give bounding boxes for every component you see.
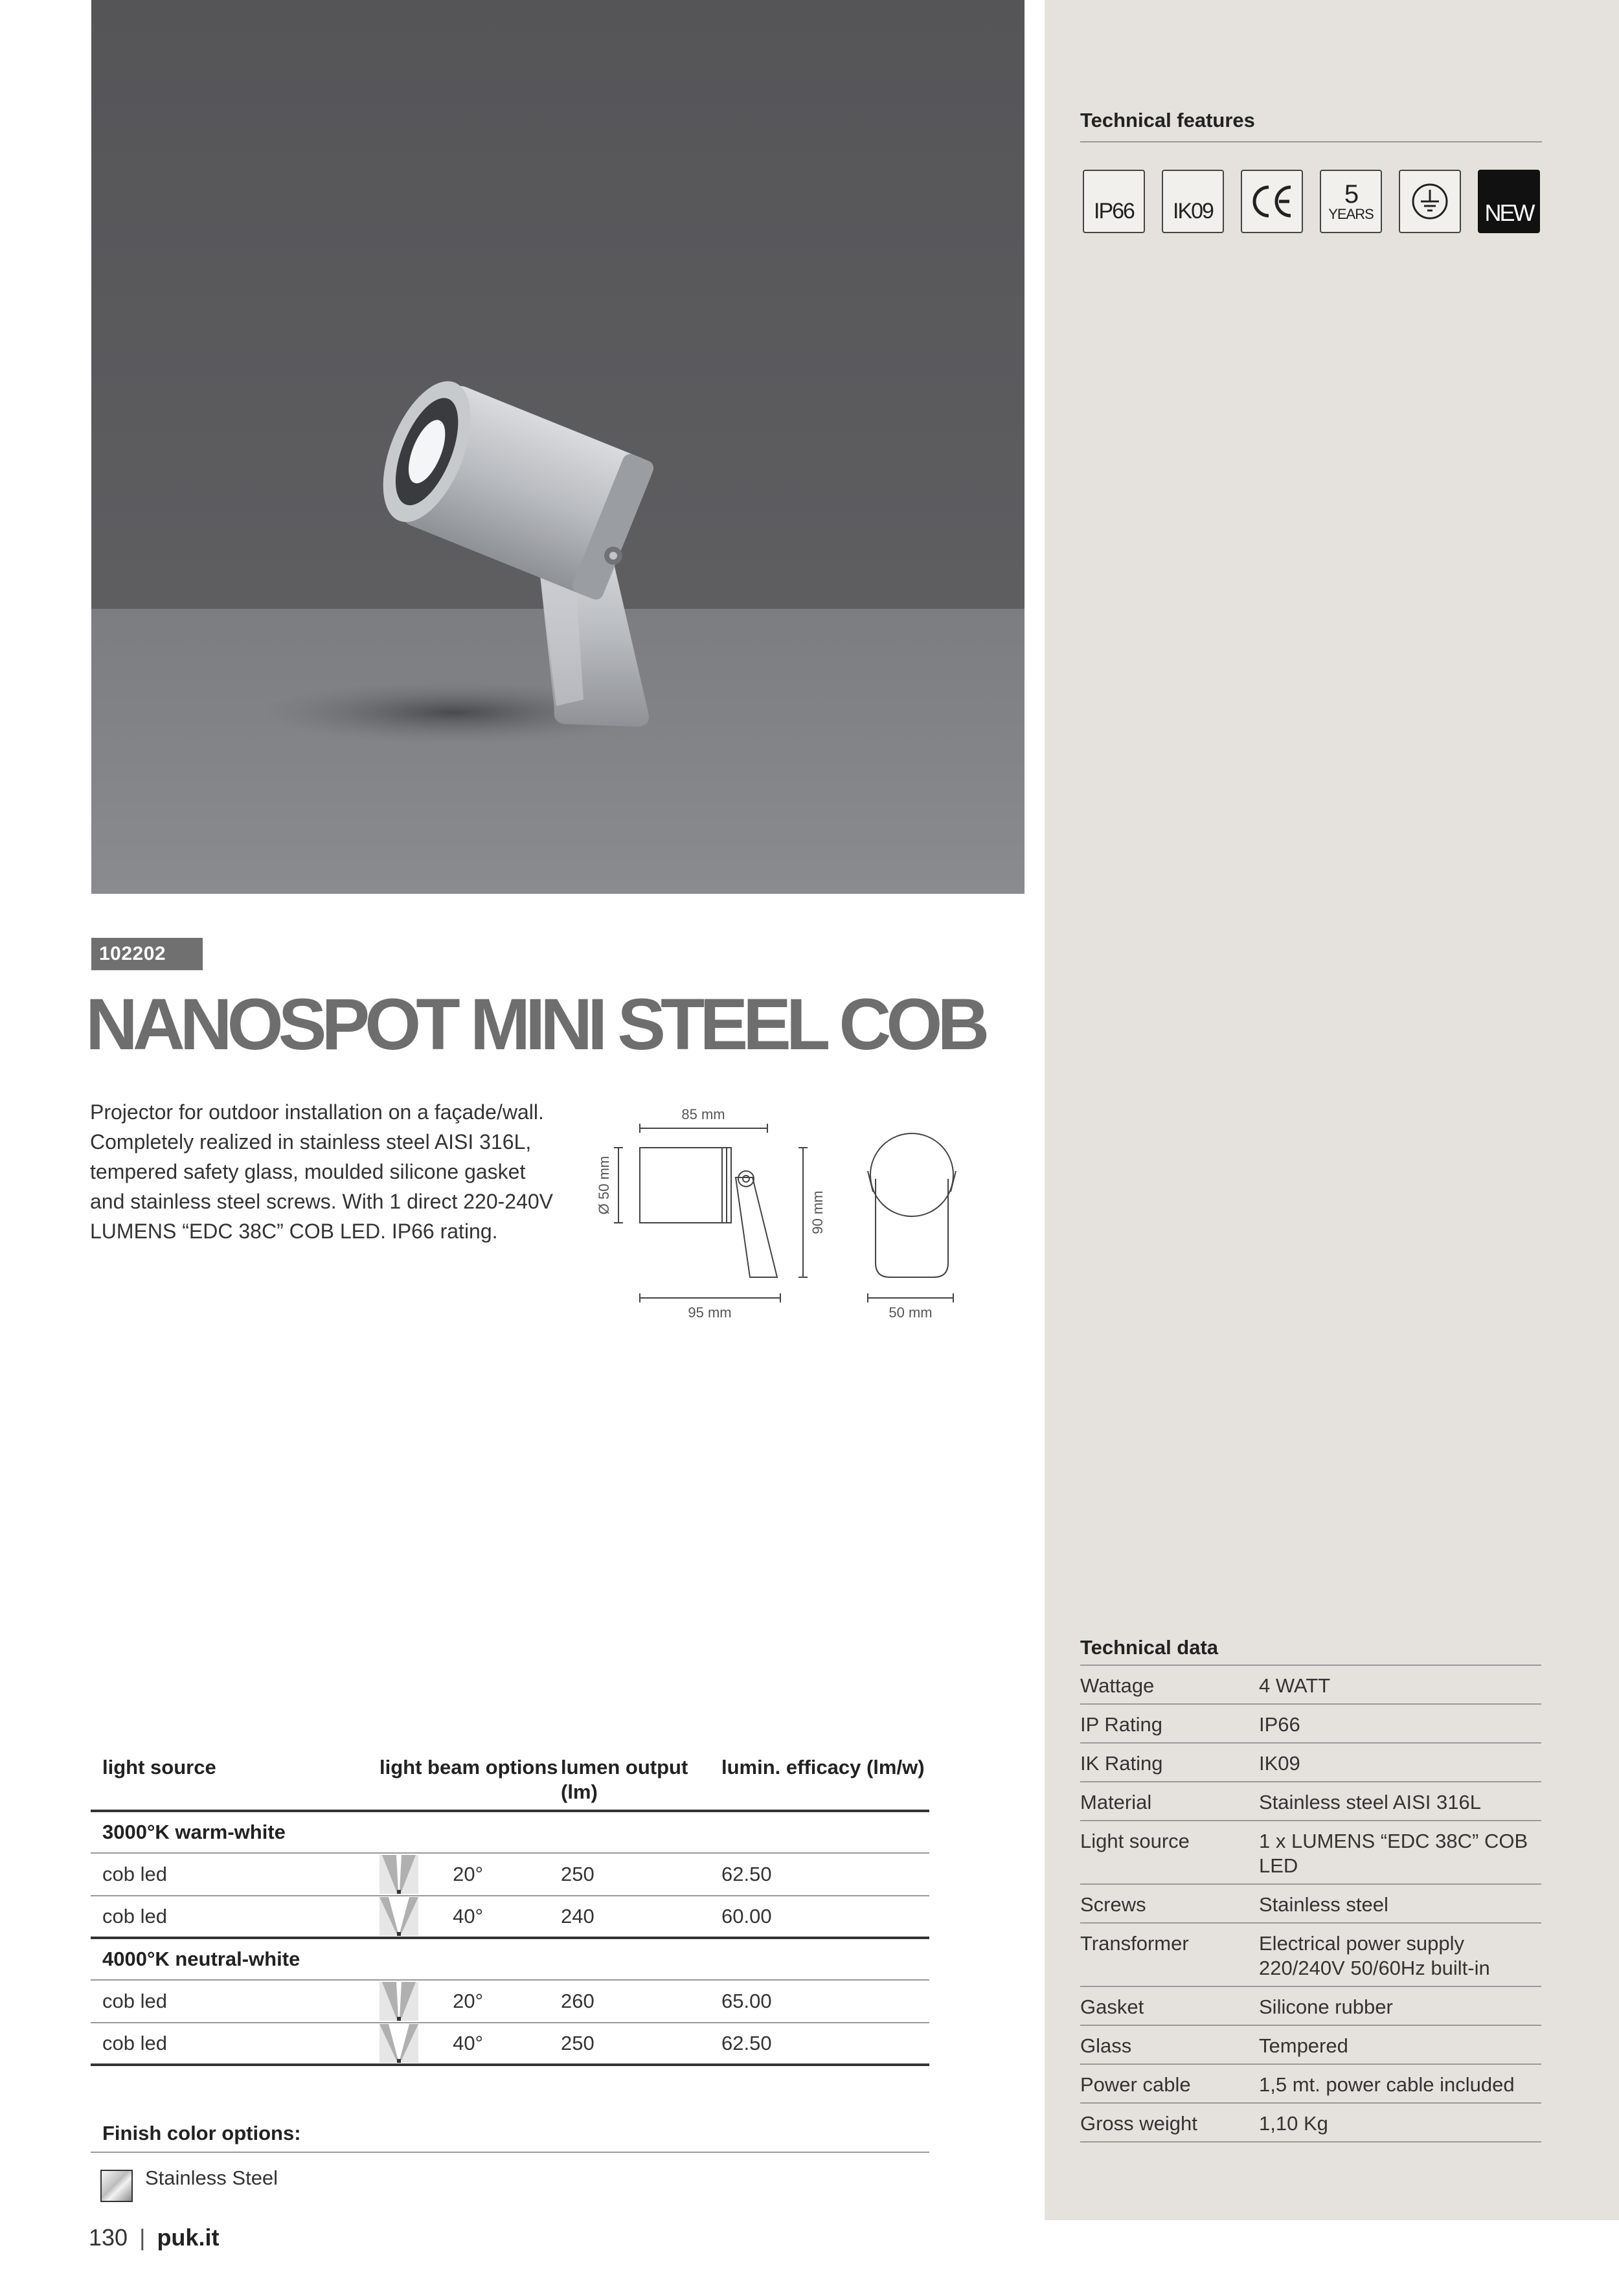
table-row: [1080, 1883, 1541, 1922]
spec-value: 1,5 mt. power cable included: [1259, 2073, 1515, 2096]
cell-efficacy: 62.50: [721, 1863, 772, 1885]
stainless-steel-swatch: [100, 2170, 133, 2202]
beam-angle: 20°: [453, 1863, 483, 1885]
group-heading: 3000°K warm-white: [91, 1812, 929, 1854]
table-row: [1080, 1742, 1541, 1781]
table-row: [91, 1896, 929, 1939]
dim-top-label: 85 mm: [681, 1106, 725, 1122]
cell-source: cob led: [102, 2032, 167, 2054]
spec-value: Stainless steel: [1259, 1893, 1388, 1916]
technical-features-title: Technical features: [1080, 109, 1255, 131]
page-footer: [89, 2222, 219, 2254]
product-code-badge: 102202: [91, 938, 203, 970]
cell-efficacy: 65.00: [721, 1990, 772, 2012]
warranty-years-label: YEARS: [1328, 206, 1374, 222]
cell-lumen: 250: [561, 2032, 594, 2054]
table-row: [1080, 1820, 1541, 1883]
earth-ground-icon: [1399, 170, 1461, 233]
light-source-table: [91, 1755, 929, 2066]
spec-key: IK Rating: [1080, 1752, 1163, 1775]
new-badge-icon: NEW: [1478, 170, 1540, 233]
table-row: [1080, 1703, 1541, 1742]
beam-angle: 20°: [453, 1990, 483, 2012]
wide-beam-icon: [379, 1897, 418, 1936]
technical-data-table: [1080, 1665, 1541, 2143]
spec-value: IK09: [1259, 1752, 1300, 1775]
finish-option-label: Stainless Steel: [145, 2166, 278, 2189]
dim-side-label: 50 mm: [889, 1304, 933, 1321]
spec-key: Power cable: [1080, 2073, 1191, 2096]
spec-value: Tempered: [1259, 2034, 1348, 2057]
cell-beam: [379, 1982, 561, 2021]
product-description: Projector for outdoor installation on a façade/wall. Completely realized in stainless steel AISI 316L, tempered safety glass, moulded silicone gasket and stainless steel screws. With 1 direct 220-240V LUMENS “EDC 38C” COB LED. IP66 rating.: [90, 1100, 553, 1243]
narrow-beam-icon: [379, 1855, 418, 1894]
page-number: 130: [89, 2224, 128, 2251]
table-row: [1080, 1986, 1541, 2025]
cell-source: cob led: [102, 1905, 167, 1927]
earth-ground-glyph: [1410, 182, 1449, 221]
cell-lumen: 260: [561, 1990, 594, 2012]
footer-separator: |: [139, 2224, 146, 2251]
spec-value: Silicone rubber: [1259, 1995, 1393, 2018]
table-row: [1080, 1922, 1541, 1986]
table-row: [1080, 2025, 1541, 2063]
spec-key: Light source: [1080, 1830, 1190, 1852]
beam-angle: 40°: [453, 1905, 483, 1927]
spec-key: Transformer: [1080, 1932, 1189, 1955]
dim-diameter-label: Ø 50 mm: [596, 1155, 612, 1215]
header-light-source: light source: [102, 1756, 216, 1779]
spec-value: Stainless steel AISI 316L: [1259, 1791, 1481, 1813]
header-light-beam: light beam options: [379, 1756, 558, 1779]
divider: [1080, 141, 1542, 142]
cell-beam: [379, 1897, 561, 1936]
cell-source: cob led: [102, 1863, 167, 1885]
cell-beam: [379, 2024, 561, 2063]
spec-key: Gross weight: [1080, 2112, 1197, 2135]
narrow-beam-icon: [379, 1982, 418, 2021]
spec-value: 1 x LUMENS “EDC 38C” COB LED: [1259, 1830, 1528, 1877]
ce-mark-glyph: [1249, 183, 1295, 220]
table-row: [91, 1981, 929, 2023]
spec-key: Material: [1080, 1791, 1152, 1813]
header-lumen-output: lumen output (lm): [561, 1756, 688, 1803]
spec-value: 4 WATT: [1259, 1674, 1331, 1697]
dim-bottom-label: 95 mm: [688, 1304, 732, 1321]
feature-icons: [1083, 170, 1540, 234]
table-row: [1080, 2102, 1541, 2143]
dim-height-label: 90 mm: [809, 1190, 826, 1234]
spec-value: Electrical power supply 220/240V 50/60Hz built-in: [1259, 1932, 1490, 1979]
ik09-icon: IK09: [1162, 170, 1224, 233]
spec-value: 1,10 Kg: [1259, 2112, 1328, 2135]
ip66-icon: IP66: [1083, 170, 1145, 233]
cell-efficacy: 60.00: [721, 1905, 772, 1927]
cell-lumen: 250: [561, 1863, 594, 1885]
warranty-years-number: 5: [1344, 180, 1358, 209]
cell-efficacy: 62.50: [721, 2032, 772, 2054]
cell-lumen: 240: [561, 1905, 594, 1927]
header-efficacy: lumin. efficacy (lm/w): [721, 1756, 925, 1779]
table-row: [1080, 2063, 1541, 2102]
table-row: [91, 1854, 929, 1896]
cell-source: cob led: [102, 1990, 167, 2012]
finish-options-title: Finish color options:: [102, 2122, 301, 2144]
wide-beam-icon: [379, 2024, 418, 2063]
table-row: [91, 2023, 929, 2066]
spec-value: IP66: [1259, 1713, 1300, 1736]
spec-key: Screws: [1080, 1893, 1146, 1916]
product-photo: [91, 0, 1025, 894]
ce-mark-icon: [1241, 170, 1303, 233]
table-row: [1080, 1665, 1541, 1703]
divider: [91, 2152, 929, 2153]
dimension-drawing: [583, 1095, 971, 1328]
table-header: [91, 1755, 929, 1812]
technical-data-title: Technical data: [1080, 1636, 1219, 1659]
cell-beam: [379, 1855, 561, 1894]
five-years-warranty-icon: [1320, 170, 1382, 233]
spec-key: Glass: [1080, 2034, 1132, 2057]
group-heading: 4000°K neutral-white: [91, 1939, 929, 1981]
spec-key: IP Rating: [1080, 1713, 1162, 1736]
spec-key: Gasket: [1080, 1995, 1144, 2018]
website-link[interactable]: puk.it: [157, 2224, 220, 2251]
beam-angle: 40°: [453, 2032, 483, 2054]
product-title: NANOSPOT MINI STEEL COB: [85, 984, 985, 1065]
table-row: [1080, 1781, 1541, 1820]
spec-key: Wattage: [1080, 1674, 1155, 1697]
